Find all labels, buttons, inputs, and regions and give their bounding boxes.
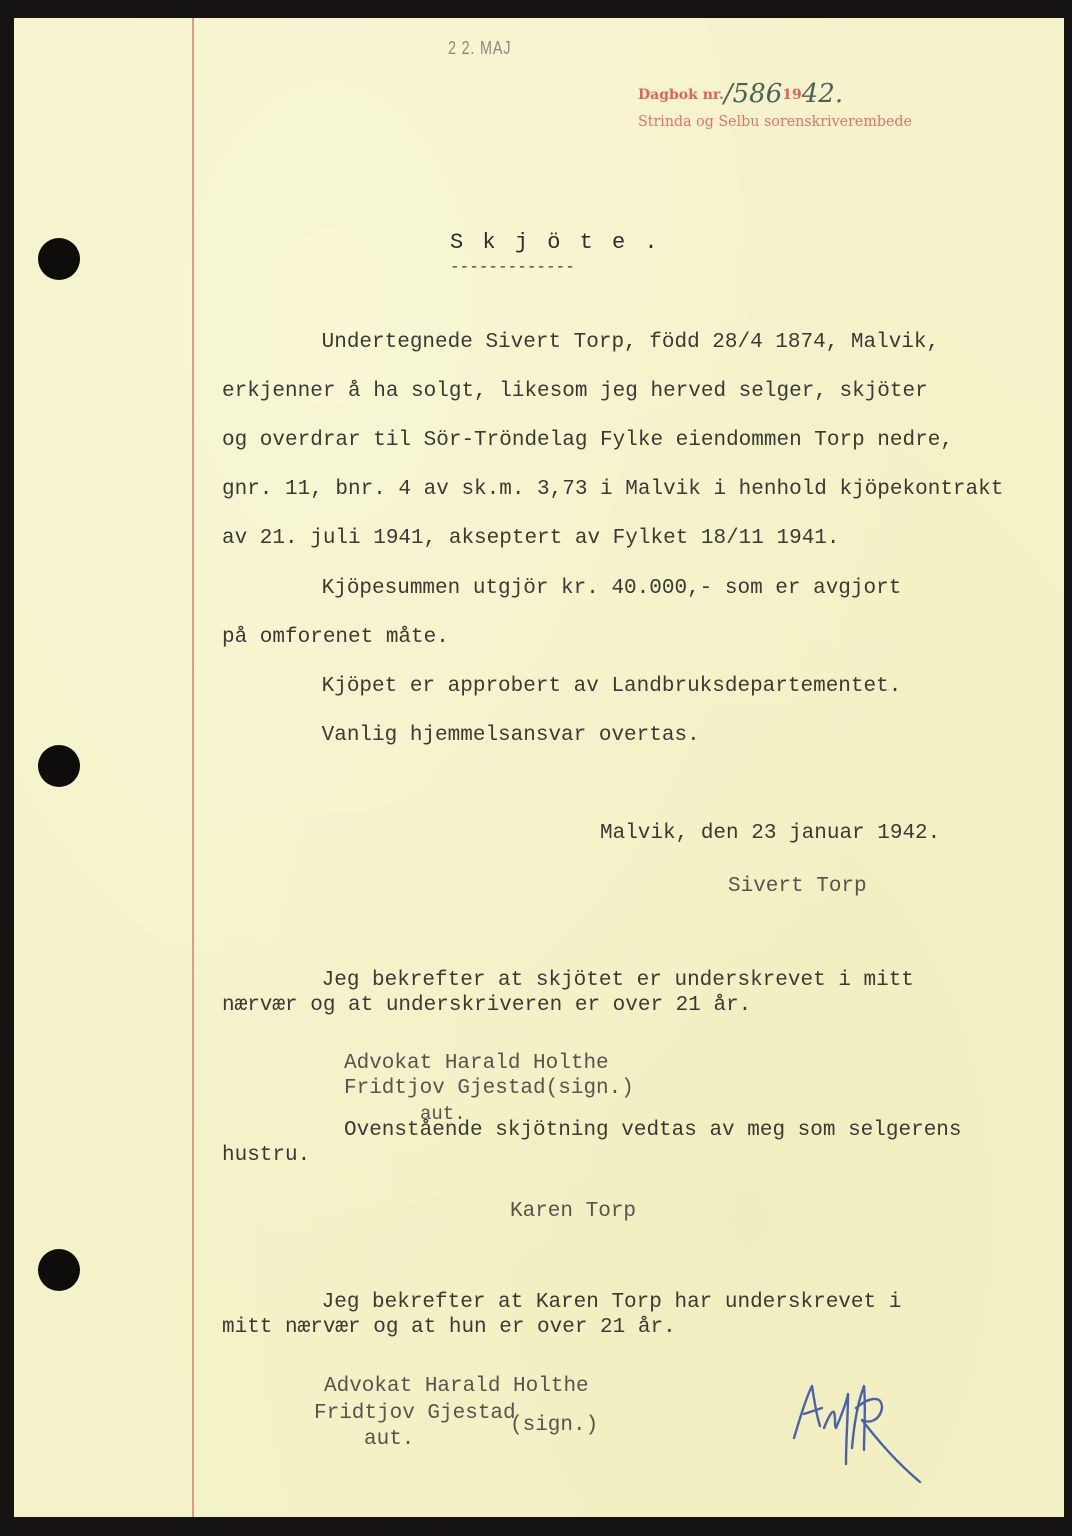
- punch-hole-middle: [38, 745, 80, 787]
- witness-1-name-1: Advokat Harald Holthe: [344, 1052, 609, 1075]
- body-line-8: Kjöpet er approbert av Landbruksdepartementet.: [246, 675, 902, 698]
- witness-2-aut: aut.: [364, 1428, 415, 1451]
- dagbok-label: Dagbok nr.: [638, 87, 724, 103]
- court-stamp: Strinda og Selbu sorenskriverembede: [638, 112, 912, 130]
- witness-2-name-2: Fridtjov Gjestad: [314, 1402, 516, 1425]
- witness-2-name-1: Advokat Harald Holthe: [324, 1375, 589, 1398]
- witness-2-line-1: Jeg bekrefter at Karen Torp har underskrevet i: [246, 1291, 902, 1314]
- body-line-4: gnr. 11, bnr. 4 av sk.m. 3,73 i Malvik i henhold kjöpekontrakt: [222, 478, 1004, 501]
- handwritten-initials-icon: [790, 1368, 960, 1488]
- body-line-7: på omforenet måte.: [222, 626, 449, 649]
- received-date-stamp: 2 2. MAJ: [448, 38, 512, 58]
- body-line-1: Undertegnede Sivert Torp, född 28/4 1874, Malvik,: [246, 331, 940, 354]
- body-line-2: erkjenner å ha solgt, likesom jeg herved selger, skjöter: [222, 380, 928, 403]
- seller-signature: Sivert Torp: [728, 875, 867, 898]
- dagbok-year-suffix: 42.: [801, 79, 844, 109]
- title-underline: -------------: [450, 258, 575, 276]
- body-line-6: Kjöpesummen utgjör kr. 40.000,- som er avgjort: [246, 577, 902, 600]
- document-page: [14, 18, 1064, 1517]
- spouse-signature: Karen Torp: [510, 1200, 637, 1223]
- spouse-consent-line-1: Ovenstående skjötning vedtas av meg som selgerens: [344, 1119, 962, 1142]
- document-title: S k j ö t e .: [450, 230, 661, 255]
- witness-1-aut: aut.: [420, 1103, 466, 1125]
- dagbok-stamp: [638, 76, 844, 109]
- witness-1-line-2: nærvær og at underskriveren er over 21 år.: [222, 994, 752, 1017]
- witness-1-line-1: Jeg bekrefter at skjötet er underskrevet i mitt: [246, 969, 914, 992]
- witness-2-line-2: mitt nærvær og at hun er over 21 år.: [222, 1316, 676, 1339]
- margin-line: [192, 18, 194, 1517]
- witness-2-sign: (sign.): [510, 1414, 599, 1437]
- dagbok-year-prefix: 19: [782, 87, 802, 103]
- dagbok-number: /586: [723, 79, 783, 109]
- body-line-5: av 21. juli 1941, akseptert av Fylket 18/11 1941.: [222, 527, 840, 550]
- witness-1-name-2: Fridtjov Gjestad(sign.): [344, 1077, 634, 1100]
- place-date: Malvik, den 23 januar 1942.: [600, 822, 941, 845]
- punch-hole-top: [38, 238, 80, 280]
- spouse-consent-line-2: hustru.: [222, 1144, 311, 1167]
- punch-hole-bottom: [38, 1249, 80, 1291]
- body-line-9: Vanlig hjemmelsansvar overtas.: [246, 724, 700, 747]
- body-line-3: og overdrar til Sör-Tröndelag Fylke eiendommen Torp nedre,: [222, 429, 953, 452]
